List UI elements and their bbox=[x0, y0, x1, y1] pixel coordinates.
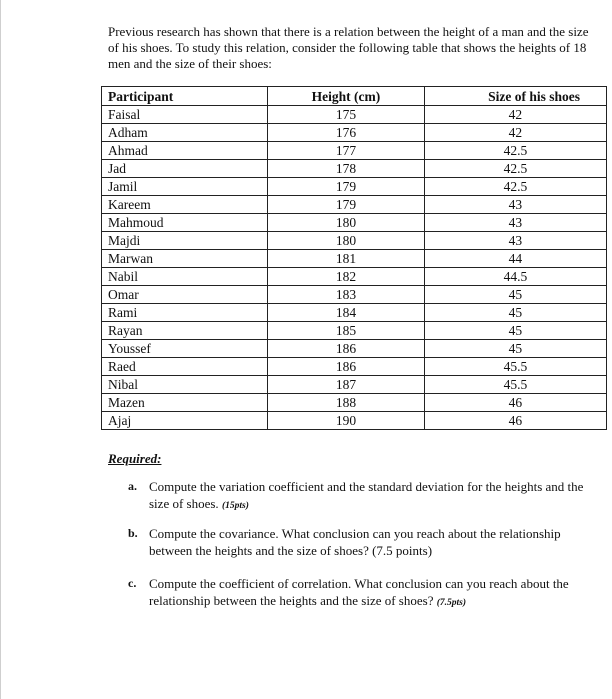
table-row bbox=[102, 358, 607, 376]
cell-participant: Rayan bbox=[102, 322, 268, 340]
cell-height: 177 bbox=[268, 142, 425, 160]
table-row bbox=[102, 268, 607, 286]
question-text: Compute the covariance. What conclusion can you reach about the relationship between the heights and the size of shoes? (7.5 points) bbox=[149, 526, 561, 558]
cell-shoe-size: 45.5 bbox=[424, 358, 606, 376]
table-row bbox=[102, 412, 607, 430]
table-row bbox=[102, 160, 607, 178]
table-row bbox=[102, 142, 607, 160]
table-row bbox=[102, 286, 607, 304]
cell-shoe-size: 42 bbox=[424, 124, 606, 142]
cell-height: 188 bbox=[268, 394, 425, 412]
cell-shoe-size: 43 bbox=[424, 232, 606, 250]
table-row bbox=[102, 376, 607, 394]
cell-shoe-size: 42.5 bbox=[424, 160, 606, 178]
question-c bbox=[128, 575, 598, 612]
cell-shoe-size: 42.5 bbox=[424, 178, 606, 196]
cell-shoe-size: 45 bbox=[424, 304, 606, 322]
cell-participant: Majdi bbox=[102, 232, 268, 250]
cell-height: 180 bbox=[268, 232, 425, 250]
cell-participant: Adham bbox=[102, 124, 268, 142]
cell-shoe-size: 45 bbox=[424, 286, 606, 304]
cell-height: 184 bbox=[268, 304, 425, 322]
table-row bbox=[102, 214, 607, 232]
table-row bbox=[102, 232, 607, 250]
cell-height: 183 bbox=[268, 286, 425, 304]
cell-participant: Omar bbox=[102, 286, 268, 304]
cell-participant: Mahmoud bbox=[102, 214, 268, 232]
question-marker: c. bbox=[128, 576, 137, 590]
header-participant: Participant bbox=[102, 87, 268, 106]
cell-participant: Raed bbox=[102, 358, 268, 376]
table-row bbox=[102, 322, 607, 340]
cell-height: 181 bbox=[268, 250, 425, 268]
table-body bbox=[102, 106, 607, 430]
cell-height: 190 bbox=[268, 412, 425, 430]
cell-height: 186 bbox=[268, 340, 425, 358]
cell-height: 179 bbox=[268, 178, 425, 196]
question-points: (15pts) bbox=[221, 501, 249, 511]
page-edge bbox=[0, 0, 1, 699]
cell-participant: Rami bbox=[102, 304, 268, 322]
cell-shoe-size: 43 bbox=[424, 214, 606, 232]
question-text: Compute the coefficient of correlation. What conclusion can you reach about the relationship between the heights and the size of shoes? bbox=[149, 576, 569, 608]
cell-participant: Mazen bbox=[102, 394, 268, 412]
cell-height: 178 bbox=[268, 160, 425, 178]
intro-paragraph: Previous research has shown that there is a relation between the height of a man and the size of his shoes. To study this relation, consider the following table that shows the heights of 18 men and the size of their shoes: bbox=[108, 24, 589, 71]
cell-height: 182 bbox=[268, 268, 425, 286]
cell-participant: Kareem bbox=[102, 196, 268, 214]
cell-shoe-size: 42.5 bbox=[424, 142, 606, 160]
table-header-row bbox=[102, 87, 607, 106]
data-table bbox=[101, 86, 607, 430]
cell-shoe-size: 43 bbox=[424, 196, 606, 214]
cell-height: 175 bbox=[268, 106, 425, 124]
question-marker: b. bbox=[128, 526, 138, 540]
cell-height: 176 bbox=[268, 124, 425, 142]
table-row bbox=[102, 340, 607, 358]
cell-participant: Jamil bbox=[102, 178, 268, 196]
cell-participant: Nibal bbox=[102, 376, 268, 394]
cell-shoe-size: 45.5 bbox=[424, 376, 606, 394]
cell-participant: Marwan bbox=[102, 250, 268, 268]
header-shoe-size: Size of his shoes bbox=[424, 87, 606, 106]
question-points: (7.5pts) bbox=[436, 598, 467, 608]
table-row bbox=[102, 178, 607, 196]
table-row bbox=[102, 250, 607, 268]
cell-participant: Youssef bbox=[102, 340, 268, 358]
table-row bbox=[102, 304, 607, 322]
cell-shoe-size: 46 bbox=[424, 412, 606, 430]
cell-shoe-size: 46 bbox=[424, 394, 606, 412]
cell-participant: Jad bbox=[102, 160, 268, 178]
question-marker: a. bbox=[128, 479, 137, 493]
cell-participant: Nabil bbox=[102, 268, 268, 286]
question-text: Compute the variation coefficient and the standard deviation for the heights and the size of shoes. bbox=[149, 479, 584, 511]
cell-participant: Faisal bbox=[102, 106, 268, 124]
cell-shoe-size: 45 bbox=[424, 340, 606, 358]
table-row bbox=[102, 394, 607, 412]
cell-height: 186 bbox=[268, 358, 425, 376]
cell-participant: Ajaj bbox=[102, 412, 268, 430]
cell-height: 185 bbox=[268, 322, 425, 340]
cell-shoe-size: 45 bbox=[424, 322, 606, 340]
cell-shoe-size: 44 bbox=[424, 250, 606, 268]
cell-shoe-size: 44.5 bbox=[424, 268, 606, 286]
table-row bbox=[102, 106, 607, 124]
cell-height: 187 bbox=[268, 376, 425, 394]
cell-height: 180 bbox=[268, 214, 425, 232]
required-heading: Required: bbox=[108, 451, 162, 466]
cell-participant: Ahmad bbox=[102, 142, 268, 160]
header-height: Height (cm) bbox=[268, 87, 425, 106]
question-b bbox=[128, 525, 598, 559]
table-row bbox=[102, 196, 607, 214]
cell-shoe-size: 42 bbox=[424, 106, 606, 124]
question-a bbox=[128, 478, 598, 515]
table-row bbox=[102, 124, 607, 142]
cell-height: 179 bbox=[268, 196, 425, 214]
